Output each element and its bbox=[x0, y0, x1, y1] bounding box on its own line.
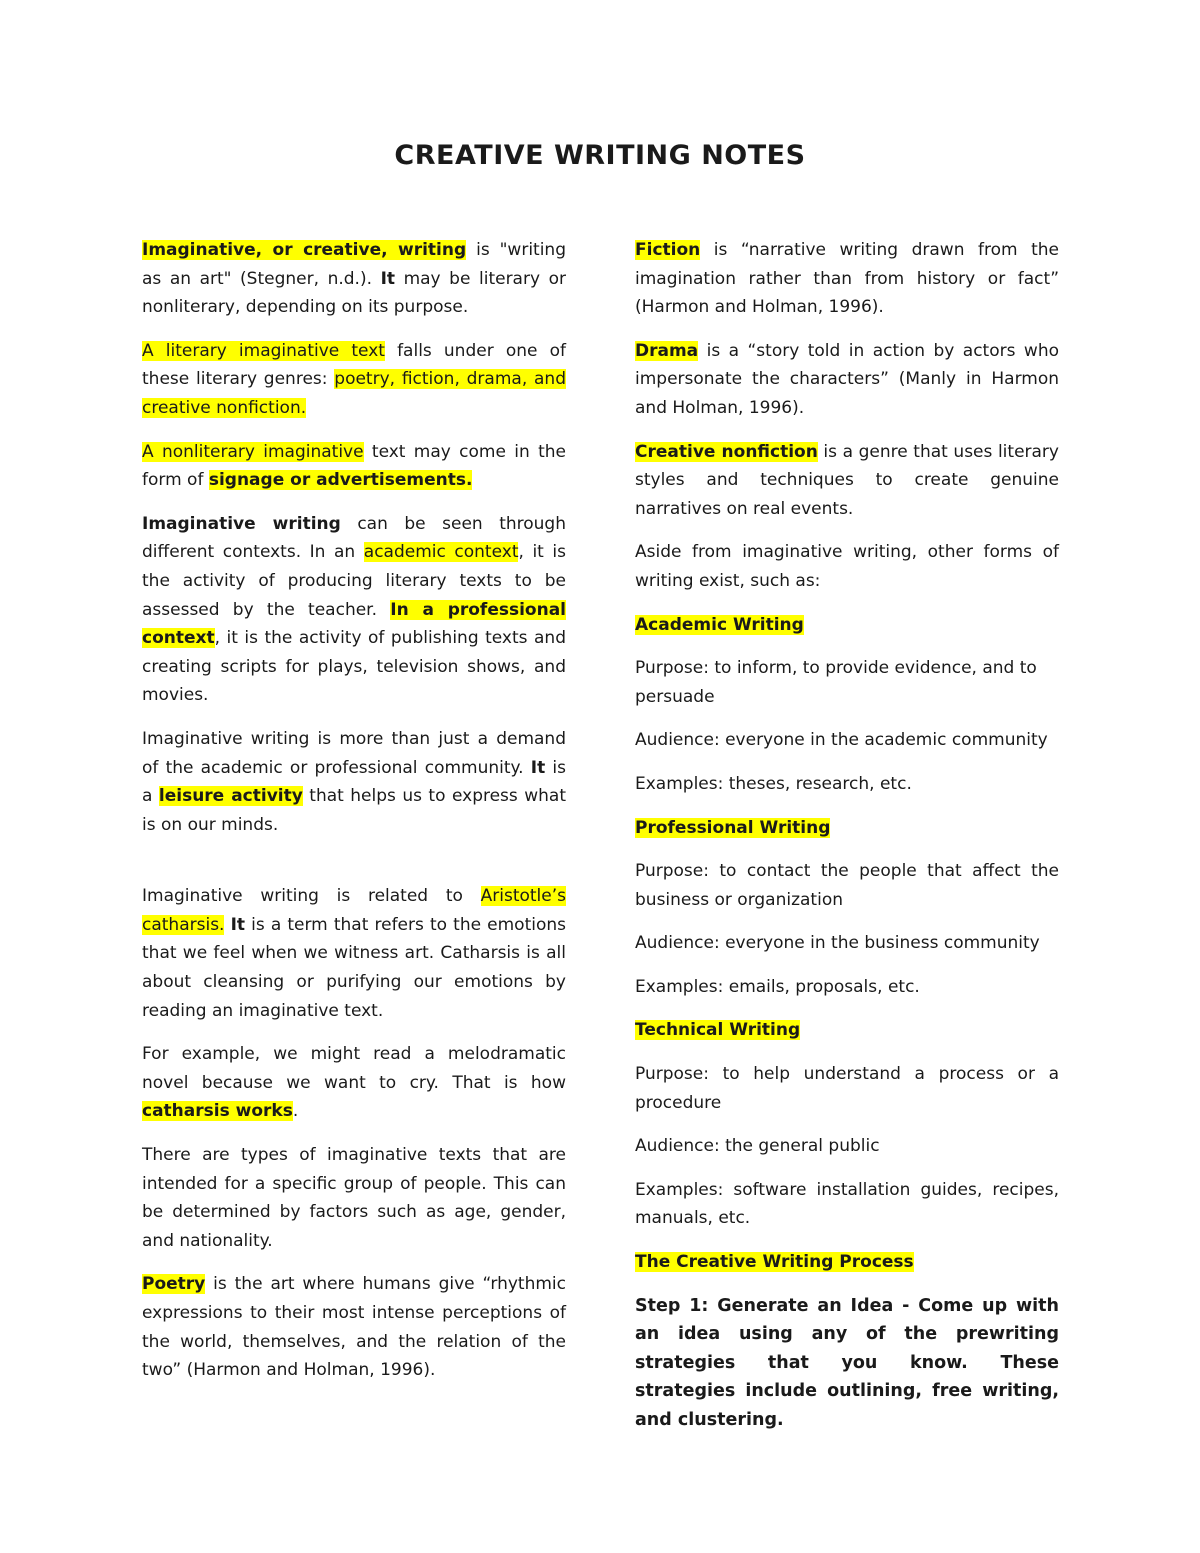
professional-audience: Audience: everyone in the business community bbox=[635, 933, 1040, 954]
paragraph-catharsis: Imaginative writing is related to Aristotle’s catharsis. It is a term that refers to the emotions that we feel when we witness art. Catharsis is all about cleansing or purifying our emotions by reading an imaginative text. bbox=[142, 886, 567, 1021]
paragraph-example: For example, we might read a melodramatic novel because we want to cry. That is how catharsis works. bbox=[142, 1044, 566, 1122]
paragraph-creative-nonfiction: Creative nonfiction is a genre that uses literary styles and techniques to create genuine narratives on real events. bbox=[635, 441, 1059, 519]
paragraph-definition: Imaginative, or creative, writing is "writing as an art" (Stegner, n.d.). It may be literary or nonliterary, depending on its purpose. bbox=[142, 240, 566, 318]
paragraph-nonliterary-text: A nonliterary imaginative text may come in the form of signage or advertisements. bbox=[142, 441, 566, 491]
right-column bbox=[635, 236, 1059, 1450]
term-creative-nonfiction: Creative nonfiction bbox=[635, 441, 818, 462]
paragraph-poetry: Poetry is the art where humans give “rhythmic expressions to their most intense perceptions of the world, themselves, and the relation of the two” (Harmon and Holman, 1996). bbox=[142, 1274, 566, 1381]
academic-examples: Examples: theses, research, etc. bbox=[635, 773, 912, 794]
blank-line bbox=[142, 854, 566, 882]
technical-audience: Audience: the general public bbox=[635, 1136, 880, 1157]
heading-technical-writing: Technical Writing bbox=[635, 1020, 801, 1041]
left-column bbox=[142, 236, 566, 1400]
page-title: CREATIVE WRITING NOTES bbox=[394, 140, 806, 171]
process-step-1: Step 1: Generate an Idea - Come up with an idea using any of the prewriting strategies that you know. These strategies include outlining, free writing, and clustering. bbox=[635, 1295, 1059, 1430]
paragraph-fiction: Fiction is “narrative writing drawn from the imagination rather than from history or fact” (Harmon and Holman, 1996). bbox=[635, 240, 1059, 318]
paragraph-literary-text: A literary imaginative text falls under one of these literary genres: poetry, fiction, drama, and creative nonfiction. bbox=[142, 340, 566, 418]
heading-professional-writing: Professional Writing bbox=[635, 817, 831, 838]
paragraph-contexts: Imaginative writing can be seen through different contexts. In an academic context, it is the activity of producing literary texts to be assessed by the teacher. In a professional context, it is the activity of publishing texts and creating scripts for plays, television shows, and movies. bbox=[142, 513, 566, 706]
professional-examples: Examples: emails, proposals, etc. bbox=[635, 976, 920, 997]
heading-creative-writing-process: The Creative Writing Process bbox=[635, 1252, 914, 1273]
term-drama: Drama bbox=[635, 340, 699, 361]
academic-audience: Audience: everyone in the academic community bbox=[635, 730, 1048, 751]
term-imaginative-writing: Imaginative, or creative, writing bbox=[142, 240, 467, 260]
heading-academic-writing: Academic Writing bbox=[635, 614, 804, 635]
term-poetry: Poetry bbox=[142, 1274, 206, 1295]
paragraph-other-forms: Aside from imaginative writing, other forms of writing exist, such as: bbox=[635, 542, 1059, 591]
technical-purpose: Purpose: to help understand a process or a procedure bbox=[635, 1064, 1059, 1113]
term-fiction: Fiction bbox=[635, 240, 701, 260]
paragraph-leisure: Imaginative writing is more than just a demand of the academic or professional community. It is a leisure activity that helps us to express what is on our minds. bbox=[142, 728, 566, 835]
paragraph-drama: Drama is a “story told in action by actors who impersonate the characters” (Manly in Harmon and Holman, 1996). bbox=[635, 340, 1059, 418]
technical-examples: Examples: software installation guides, recipes, manuals, etc. bbox=[635, 1179, 1059, 1229]
professional-purpose: Purpose: to contact the people that affect the business or organization bbox=[635, 861, 1059, 910]
paragraph-audience-types: There are types of imaginative texts that are intended for a specific group of people. This can be determined by factors such as age, gender, and nationality. bbox=[142, 1145, 566, 1251]
academic-purpose: Purpose: to inform, to provide evidence, and to persuade bbox=[635, 658, 1037, 707]
